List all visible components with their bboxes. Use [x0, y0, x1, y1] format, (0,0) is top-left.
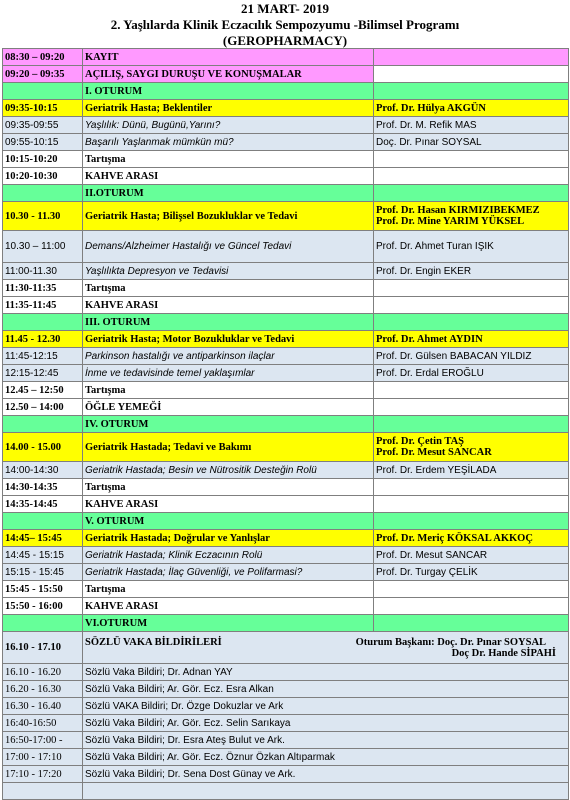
topic-cell: Yaşlılıkta Depresyon ve Tedavisi — [83, 263, 374, 280]
table-row — [3, 496, 569, 513]
topic-cell: KAHVE ARASI — [83, 598, 374, 615]
speaker-cell: Prof. Dr. Engin EKER — [374, 263, 569, 280]
table-row — [3, 698, 569, 715]
time-cell — [3, 416, 83, 433]
time-cell — [3, 83, 83, 100]
time-cell: 12.50 – 14:00 — [3, 399, 83, 416]
time-cell: 10:15-10:20 — [3, 151, 83, 168]
topic-cell: Sözlü Vaka Bildiri; Ar. Gör. Ecz. Esra Alkan — [83, 681, 569, 698]
speaker-cell: Prof. Dr. Mesut SANCAR — [374, 547, 569, 564]
table-row — [3, 681, 569, 698]
topic-cell: Tartışma — [83, 280, 374, 297]
speaker-cell — [374, 314, 569, 331]
speaker-cell — [374, 83, 569, 100]
topic-cell: Geriatrik Hasta; Beklentiler — [83, 100, 374, 117]
table-row — [3, 581, 569, 598]
table-row — [3, 547, 569, 564]
table-row — [3, 749, 569, 766]
time-cell — [3, 185, 83, 202]
vaka-header-cell — [83, 632, 569, 664]
chair-name: Doç Dr. Hande SİPAHİ — [451, 647, 556, 659]
topic-cell: Geriatrik Hasta; Motor Bozukluklar ve Tedavi — [83, 331, 374, 348]
program-subtitle: (GEROPHARMACY) — [222, 33, 348, 48]
topic-cell: KAHVE ARASI — [83, 496, 374, 513]
speaker-cell — [374, 168, 569, 185]
table-row — [3, 280, 569, 297]
session-title: I. OTURUM — [83, 83, 374, 100]
table-row — [3, 49, 569, 66]
topic-cell: AÇILIŞ, SAYGI DURUŞU VE KONUŞMALAR — [83, 66, 374, 83]
speaker-cell: Prof. Dr. Ahmet Turan IŞIK — [374, 231, 569, 263]
topic-cell — [83, 783, 569, 800]
time-cell: 09:35-10:15 — [3, 100, 83, 117]
topic-cell: Geriatrik Hastada; Tedavi ve Bakımı — [83, 433, 374, 462]
table-row — [3, 263, 569, 280]
time-cell: 10.30 – 11:00 — [3, 231, 83, 263]
speaker-cell: Prof. Dr. Erdal EROĞLU — [374, 365, 569, 382]
topic-cell: Geriatrik Hastada; Klinik Eczacının Rolü — [83, 547, 374, 564]
topic-cell: Demans/Alzheimer Hastalığı ve Güncel Tedavi — [83, 231, 374, 263]
table-row — [3, 664, 569, 681]
speaker-cell — [374, 598, 569, 615]
speaker-cell — [374, 185, 569, 202]
session-row — [3, 416, 569, 433]
speaker-cell — [374, 433, 569, 462]
time-cell: 15:15 - 15:45 — [3, 564, 83, 581]
topic-cell: Yaşlılık: Dünü, Bugünü,Yarını? — [83, 117, 374, 134]
speaker-cell: Prof. Dr. Gülsen BABACAN YILDIZ — [374, 348, 569, 365]
session-title: VI.OTURUM — [83, 615, 374, 632]
topic-cell: Sözlü Vaka Bildiri; Dr. Esra Ateş Bulut ve Ark. — [83, 732, 569, 749]
table-row — [3, 598, 569, 615]
time-cell: 17:00 - 17:10 — [3, 749, 83, 766]
time-cell: 14.00 - 15.00 — [3, 433, 83, 462]
speaker-cell — [374, 382, 569, 399]
table-row — [3, 151, 569, 168]
time-cell: 11:00-11.30 — [3, 263, 83, 280]
speaker-cell: Prof. Dr. Hülya AKGÜN — [374, 100, 569, 117]
topic-cell: Sözlü Vaka Bildiri; Dr. Adnan YAY — [83, 664, 569, 681]
speaker-cell — [374, 496, 569, 513]
session-title: II.OTURUM — [83, 185, 374, 202]
speaker-cell: Prof. Dr. M. Refik MAS — [374, 117, 569, 134]
topic-cell: Sözlü Vaka Bildiri; Ar. Gör. Ecz. Öznur Özkan Altıparmak — [83, 749, 569, 766]
table-row — [3, 766, 569, 783]
topic-cell: Tartışma — [83, 581, 374, 598]
time-cell: 17:10 - 17:20 — [3, 766, 83, 783]
time-cell — [3, 615, 83, 632]
speaker-cell — [374, 615, 569, 632]
topic-cell: Tartışma — [83, 479, 374, 496]
table-row — [3, 365, 569, 382]
time-cell: 16:50-17:00 - — [3, 732, 83, 749]
time-cell: 15:45 - 15:50 — [3, 581, 83, 598]
topic-cell: Geriatrik Hastada; Besin ve Nütrositik Desteğin Rolü — [83, 462, 374, 479]
table-row — [3, 100, 569, 117]
speaker-cell — [374, 513, 569, 530]
speaker-name: Prof. Dr. Mine YARIM YÜKSEL — [376, 216, 525, 227]
time-cell: 14:30-14:35 — [3, 479, 83, 496]
session-row — [3, 615, 569, 632]
speaker-cell — [374, 49, 569, 66]
time-cell: 14:00-14:30 — [3, 462, 83, 479]
speaker-cell: Doç. Dr. Pınar SOYSAL — [374, 134, 569, 151]
speaker-cell — [374, 399, 569, 416]
topic-cell: Geriatrik Hasta; Bilişsel Bozukluklar ve Tedavi — [83, 202, 374, 231]
session-title: IV. OTURUM — [83, 416, 374, 433]
time-cell: 16.10 - 17.10 — [3, 632, 83, 664]
topic-cell: Parkinson hastalığı ve antiparkinson ilaçlar — [83, 348, 374, 365]
topic-cell: KAHVE ARASI — [83, 297, 374, 314]
table-row — [3, 783, 569, 800]
session-chairs — [356, 637, 566, 659]
time-cell — [3, 513, 83, 530]
time-cell — [3, 314, 83, 331]
table-row — [3, 168, 569, 185]
time-cell: 10.30 - 11.30 — [3, 202, 83, 231]
time-cell — [3, 783, 83, 800]
program-date: 21 MART- 2019 — [241, 1, 329, 16]
time-cell: 09:20 – 09:35 — [3, 66, 83, 83]
topic-cell: Sözlü Vaka Bildiri; Ar. Gör. Ecz. Selin Sarıkaya — [83, 715, 569, 732]
table-row — [3, 530, 569, 547]
topic-cell: KAYIT — [83, 49, 374, 66]
table-row — [3, 117, 569, 134]
time-cell: 11:30-11:35 — [3, 280, 83, 297]
topic-cell: SÖZLÜ VAKA BİLDİRİLERİ — [85, 636, 222, 648]
session-row — [3, 185, 569, 202]
session-row — [3, 83, 569, 100]
program-title: 2. Yaşlılarda Klinik Eczacılık Sempozyumu -Bilimsel Programı — [110, 17, 460, 32]
table-row — [3, 462, 569, 479]
table-row — [3, 231, 569, 263]
speaker-name: Prof. Dr. Hasan KIRMIZIBEKMEZ — [376, 205, 540, 216]
table-row — [3, 66, 569, 83]
speaker-cell: Prof. Dr. Erdem YEŞİLADA — [374, 462, 569, 479]
speaker-cell — [374, 416, 569, 433]
table-row — [3, 479, 569, 496]
time-cell: 08:30 – 09:20 — [3, 49, 83, 66]
topic-cell: Geriatrik Hastada; İlaç Güvenliği, ve Polifarmasi? — [83, 564, 374, 581]
table-row — [3, 564, 569, 581]
table-row — [3, 399, 569, 416]
table-row — [3, 297, 569, 314]
speaker-cell — [374, 202, 569, 231]
speaker-cell: Prof. Dr. Meriç KÖKSAL AKKOÇ — [374, 530, 569, 547]
speaker-cell — [374, 151, 569, 168]
topic-cell: Geriatrik Hastada; Doğrular ve Yanlışlar — [83, 530, 374, 547]
speaker-name: Prof. Dr. Çetin TAŞ — [376, 436, 464, 447]
topic-cell: Sözlü Vaka Bildiri; Dr. Sena Dost Günay ve Ark. — [83, 766, 569, 783]
topic-cell: KAHVE ARASI — [83, 168, 374, 185]
schedule-table — [2, 48, 569, 800]
time-cell: 14:45– 15:45 — [3, 530, 83, 547]
time-cell: 16:40-16:50 — [3, 715, 83, 732]
speaker-cell — [374, 297, 569, 314]
table-row — [3, 632, 569, 664]
table-row — [3, 202, 569, 231]
table-row — [3, 134, 569, 151]
speaker-name: Prof. Dr. Mesut SANCAR — [376, 447, 492, 458]
time-cell: 14:45 - 15:15 — [3, 547, 83, 564]
time-cell: 11:35-11:45 — [3, 297, 83, 314]
time-cell: 16.20 - 16.30 — [3, 681, 83, 698]
time-cell: 16.30 - 16.40 — [3, 698, 83, 715]
time-cell: 15:50 - 16:00 — [3, 598, 83, 615]
table-row — [3, 732, 569, 749]
program-header — [0, 0, 570, 49]
session-title: V. OTURUM — [83, 513, 374, 530]
table-row — [3, 382, 569, 399]
time-cell: 16.10 - 16.20 — [3, 664, 83, 681]
topic-cell: Başarılı Yaşlanmak mümkün mü? — [83, 134, 374, 151]
speaker-cell — [374, 479, 569, 496]
speaker-cell: Prof. Dr. Turgay ÇELİK — [374, 564, 569, 581]
topic-cell: Tartışma — [83, 151, 374, 168]
chair-label: Oturum Başkanı: Doç. Dr. Pınar SOYSAL — [355, 636, 547, 648]
time-cell: 11:45-12:15 — [3, 348, 83, 365]
topic-cell: Sözlü VAKA Bildiri; Dr. Özge Dokuzlar ve Ark — [83, 698, 569, 715]
vaka-header — [85, 637, 566, 659]
table-row — [3, 331, 569, 348]
session-title: III. OTURUM — [83, 314, 374, 331]
time-cell: 09:35-09:55 — [3, 117, 83, 134]
time-cell: 09:55-10:15 — [3, 134, 83, 151]
speaker-cell: Prof. Dr. Ahmet AYDIN — [374, 331, 569, 348]
speaker-cell — [374, 66, 569, 83]
speaker-cell — [374, 581, 569, 598]
session-row — [3, 513, 569, 530]
topic-cell: Tartışma — [83, 382, 374, 399]
time-cell: 11.45 - 12.30 — [3, 331, 83, 348]
table-row — [3, 433, 569, 462]
table-row — [3, 348, 569, 365]
topic-cell: İnme ve tedavisinde temel yaklaşımlar — [83, 365, 374, 382]
time-cell: 10:20-10:30 — [3, 168, 83, 185]
speaker-cell — [374, 280, 569, 297]
time-cell: 12:15-12:45 — [3, 365, 83, 382]
session-row — [3, 314, 569, 331]
topic-cell: ÖĞLE YEMEĞİ — [83, 399, 374, 416]
time-cell: 12.45 – 12:50 — [3, 382, 83, 399]
time-cell: 14:35-14:45 — [3, 496, 83, 513]
table-row — [3, 715, 569, 732]
